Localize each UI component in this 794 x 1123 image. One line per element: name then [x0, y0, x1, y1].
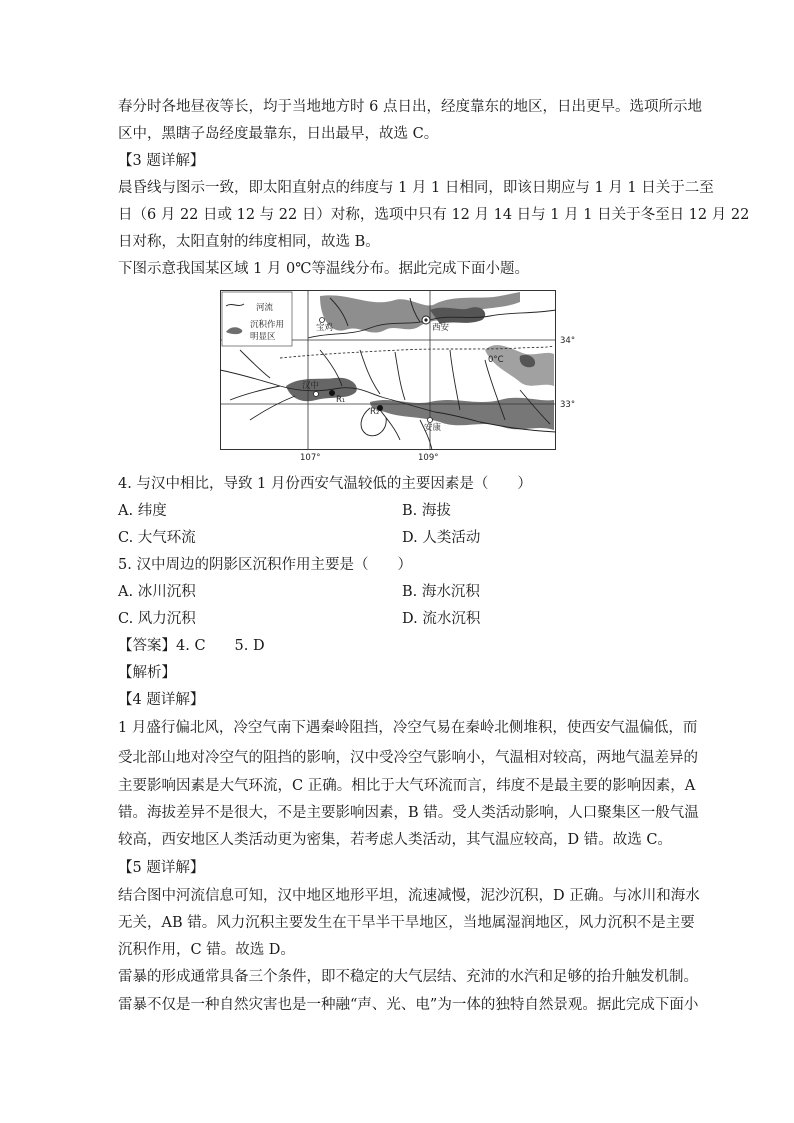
paragraph-line: 结合图中河流信息可知，汉中地区地形平坦，流速减慢，泥沙沉积，D 正确。与冰川和海水: [118, 888, 700, 904]
paragraph-line: 日对称，太阳直射的纬度相同，故选 B。: [118, 234, 380, 250]
question-4: 4. 与汉中相比，导致 1 月份西安气温较低的主要因素是（ ）: [118, 476, 532, 492]
city-ankang-label: 安康: [424, 423, 442, 433]
legend-deposit-label-1: 沉积作用: [250, 320, 285, 330]
paragraph-line: 受北部山地对冷空气的阻挡的影响，汉中受冷空气影响小，气温相对较高，两地气温差异的: [118, 750, 698, 766]
city-hanzhong-marker: [314, 392, 319, 397]
paragraph-line: 区中，黑瞎子岛经度最靠东，日出最早，故选 C。: [118, 126, 439, 142]
city-hanzhong-label: 汉中: [302, 381, 320, 391]
lat-33-label: 33°: [560, 400, 576, 410]
city-baoji-marker: [320, 318, 325, 323]
paragraph-line: 较高，西安地区人类活动更为密集，若考虑人类活动，其气温应较高，D 错。故选 C。: [118, 832, 672, 848]
q4-option-b: B. 海拔: [402, 503, 451, 519]
question-5: 5. 汉中周边的阴影区沉积作用主要是（ ）: [118, 557, 412, 573]
lon-109-label: 109°: [418, 453, 439, 463]
paragraph-line: 雷暴不仅是一种自然灾害也是一种融“声、光、电”为一体的独特自然景观。据此完成下面小: [118, 997, 699, 1013]
q5-option-a: A. 冰川沉积: [118, 584, 196, 600]
paragraph-line: 错。海拔差异不是很大，不是主要影响因素，B 错。受人类活动影响，人口聚集区一般气温: [118, 805, 699, 821]
paragraph-line: 晨昏线与图示一致，即太阳直射点的纬度与 1 月 1 日相同，即该日期应与 1 月 1 日关于二至: [118, 180, 714, 196]
q4-option-d: D. 人类活动: [402, 530, 481, 546]
q4-option-c: C. 大气环流: [118, 530, 196, 546]
analysis-heading: 【解析】: [118, 665, 176, 681]
paragraph-line: 日（6 月 22 日或 12 与 22 日）对称，选项中只有 12 月 14 日与 1 月 1 日关于冬至日 12 月 22: [118, 207, 750, 223]
paragraph-line: 1 月盛行偏北风，冷空气南下遇秦岭阻挡，冷空气易在秦岭北侧堆积，使西安气温偏低，而: [118, 720, 698, 736]
city-xian-label: 西安: [432, 323, 450, 333]
point-r1-marker: [329, 390, 335, 396]
legend-river-label: 河流: [256, 303, 274, 313]
lat-34-label: 34°: [560, 336, 576, 346]
paragraph-line: 雷暴的形成通常具备三个条件，即不稳定的大气层结、充沛的水汽和足够的抬升触发机制。: [118, 969, 698, 985]
point-r1-label: R₁: [336, 395, 346, 405]
lon-107-label: 107°: [300, 453, 321, 463]
legend-deposit-label-2: 明显区: [250, 332, 276, 342]
answer-line: 【答案】4. C 5. D: [118, 638, 265, 654]
paragraph-line: 无关，AB 错。风力沉积主要发生在干旱半干旱地区，当地属湿润地区，风力沉积不是主要: [118, 915, 695, 931]
section-heading: 【5 题详解】: [118, 860, 205, 876]
city-ankang-marker: [428, 418, 433, 423]
q5-option-b: B. 海水沉积: [402, 584, 480, 600]
deposit-area-mid: [430, 307, 485, 324]
q5-option-d: D. 流水沉积: [402, 611, 481, 627]
question-intro: 下图示意我国某区域 1 月 0℃等温线分布。据此完成下面小题。: [118, 261, 529, 277]
section-heading: 【4 题详解】: [118, 692, 205, 708]
city-baoji-label: 宝鸡: [316, 323, 334, 333]
paragraph-line: 主要影响因素是大气环流，C 正确。相比于大气环流而言，纬度不是最主要的影响因素，A: [118, 778, 696, 794]
paragraph-line: 沉积作用，C 错。故选 D。: [118, 942, 295, 958]
point-r2-label: R₂: [370, 407, 380, 417]
q5-option-c: C. 风力沉积: [118, 611, 196, 627]
isotherm-map: [220, 290, 576, 463]
paragraph-line: 春分时各地昼夜等长，均于当地地方时 6 点日出，经度靠东的地区，日出更早。选项所示地: [118, 99, 702, 115]
section-heading: 【3 题详解】: [118, 153, 205, 169]
isotherm-label: 0°C: [488, 355, 504, 365]
q4-option-a: A. 纬度: [118, 503, 167, 519]
